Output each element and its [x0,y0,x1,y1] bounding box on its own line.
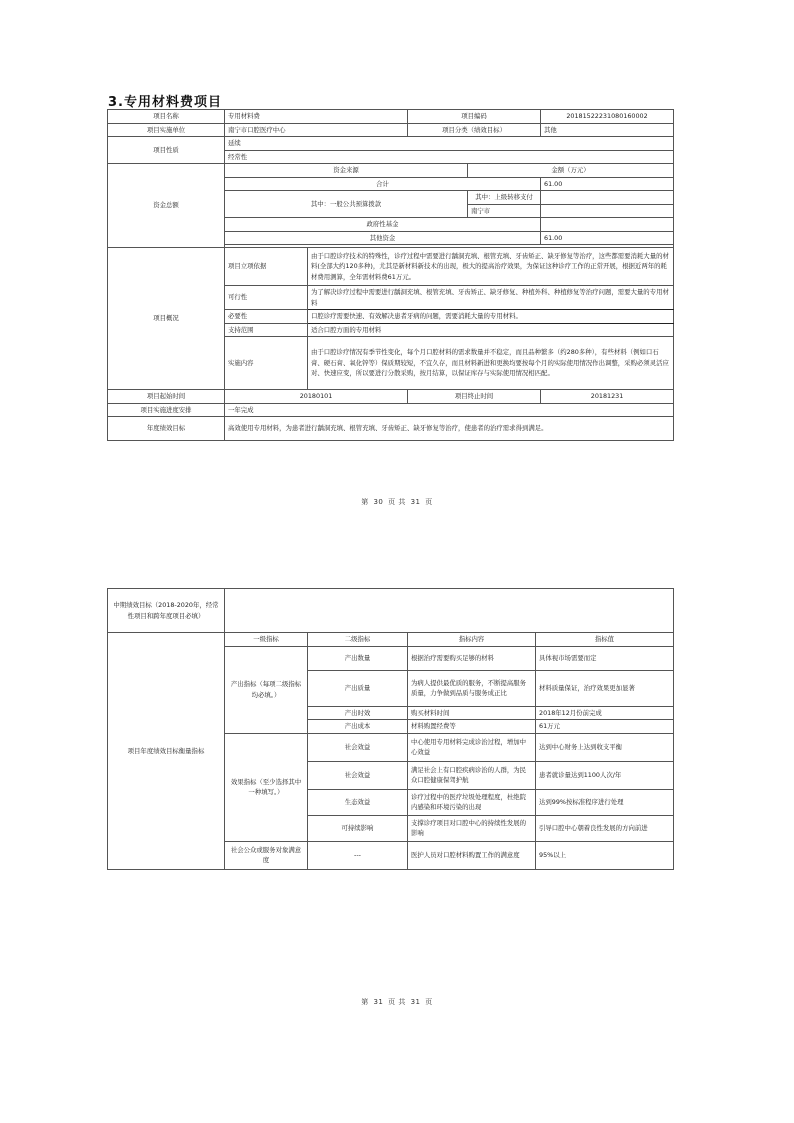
total-value: 61.00 [541,177,674,191]
amount-header: 金额（万元） [468,164,674,178]
performance-indicator-table [107,588,674,870]
satisfaction-l2: --- [308,841,408,869]
project-name: 专用材料费 [225,110,408,124]
footer-total: 31 [410,998,421,1006]
mid-goal-label: 中期绩效目标（2018-2020年，经常性项目和跨年度项目必填） [108,589,225,633]
total-label: 合计 [225,177,541,191]
effect-value: 达到99%按标准程序进行处理 [536,789,674,815]
page-footer-31 [0,997,794,1007]
satisfaction-value: 95%以上 [536,841,674,869]
output-content: 为病人提供最优质的服务，不断提高服务质量，力争做到品质与服务成正比 [408,670,536,706]
general-budget-label: 其中：一般公共预算拨款 [225,191,468,218]
annual-goal-label: 年度绩效目标 [108,417,225,441]
scope-text: 适合口腔方面的专用材料 [308,323,674,337]
feasibility-text: 为了解决诊疗过程中需要进行龋洞充填、根管充填、牙齿矫正、缺牙修复、种植外科、种植修复等治疗问题，需要大量的专用材料 [308,286,674,310]
schedule-label: 项目实施进度安排 [108,403,225,417]
basis-text: 由于口腔诊疗技术的特殊性，诊疗过程中需要进行龋洞充填、根管充填、牙齿矫正、缺牙修复等治疗，这些都需要消耗大量的材料(全部大约120多种)，尤其是新材料新技术的出现，极大的提高治疗效果，为保证这种诊疗工作的正常开展，根据近两年的耗材费用测算，全年需材料费61万元。 [308,248,674,286]
output-value: 61万元 [536,720,674,734]
end-value: 20181231 [541,390,674,404]
superior-transfer-value [541,191,674,205]
gov-fund-label: 政府性基金 [225,218,541,232]
funds-label: 资金总额 [108,164,225,248]
footer-suffix: 页 [425,498,433,506]
footer-suffix: 页 [425,998,433,1006]
footer-page: 30 [373,498,384,506]
output-content: 购买材料时间 [408,706,536,720]
header-level1: 一级指标 [225,633,308,647]
nature-2: 经常性 [225,150,674,164]
section-title: 3.专用材料费项目 [108,95,222,110]
effect-l2: 生态效益 [308,789,408,815]
project-name-label: 项目名称 [108,110,225,124]
footer-prefix: 第 [361,498,369,506]
output-l2: 产出时效 [308,706,408,720]
footer-total: 31 [410,498,421,506]
nanning-label: 南宁市 [468,204,541,218]
basis-label: 项目立项依据 [225,248,308,286]
header-content: 指标内容 [408,633,536,647]
content-label: 实施内容 [225,337,308,390]
output-content: 材料购置经费等 [408,720,536,734]
nature-1: 延续 [225,137,674,151]
output-content: 根据治疗需要购买足够的材料 [408,646,536,670]
satisfaction-content: 医护人员对口腔材料购置工作的满意度 [408,841,536,869]
project-code-label: 项目编码 [408,110,541,124]
output-l2: 产出成本 [308,720,408,734]
scope-label: 支持范围 [225,323,308,337]
footer-mid: 页 共 [388,498,406,506]
project-code: 20181522231080160002 [541,110,674,124]
content-text: 由于口腔诊疗情况有季节性变化，每个月口腔材料的需求数量并不稳定，而且品种繁多（约280多种），有些材料（例如口石膏、硬石膏、氧化锌等）保质期较短，不宜久存，而且材料新进和更换均要按每个月的实际使用情况作出调整，采购必须灵活应对、快速应变，所以要进行分散采购，按月结算，以保证库存与实际使用情况相匹配。 [308,337,674,390]
output-l2: 产出质量 [308,670,408,706]
end-label: 项目终止时间 [408,390,541,404]
effect-l2: 可持续影响 [308,815,408,841]
other-funds-label: 其他资金 [225,231,541,245]
effect-l2: 社会效益 [308,733,408,761]
nature-label: 项目性质 [108,137,225,164]
mid-goal-value [225,589,674,633]
start-label: 项目起始时间 [108,390,225,404]
effect-content: 诊疗过程中的医疗垃圾处理程度，杜绝院内感染和环境污染的出现 [408,789,536,815]
fund-source-header: 资金来源 [225,164,468,178]
header-value: 指标值 [536,633,674,647]
output-value: 材料质量保证，治疗效果更加显著 [536,670,674,706]
effect-content: 满足社会上有口腔疾病诊治的人群，为民众口腔健康保驾护航 [408,761,536,789]
unit-label: 项目实施单位 [108,123,225,137]
effect-content: 支撑诊疗项目对口腔中心的持续性发展的影响 [408,815,536,841]
output-value: 2018年12月份前完成 [536,706,674,720]
footer-page: 31 [373,998,384,1006]
output-l2: 产出数量 [308,646,408,670]
output-value: 具体视市场需要而定 [536,646,674,670]
start-value: 20180101 [225,390,408,404]
annual-indicator-label: 项目年度绩效目标衡量指标 [108,633,225,870]
schedule-value: 一年完成 [225,403,674,417]
satisfaction-label: 社会公众或服务对象满意度 [225,841,308,869]
project-info-table [107,109,674,441]
page-footer-30 [0,497,794,507]
nanning-value [541,204,674,218]
footer-prefix: 第 [361,998,369,1006]
superior-transfer-label: 其中：上级转移支付 [468,191,541,205]
category: 其他 [541,123,674,137]
overview-label: 项目概况 [108,248,225,390]
annual-goal-value: 高效使用专用材料，为患者进行龋洞充填、根管充填、牙齿矫正、缺牙修复等治疗，使患者的治疗需求得到满足。 [225,417,674,441]
effect-indicator-label: 效果指标（至少选择其中一种填写。） [225,733,308,841]
effect-value: 引导口腔中心朝着良性发展的方向前进 [536,815,674,841]
unit: 南宁市口腔医疗中心 [225,123,408,137]
effect-value: 患者就诊量达到1100人次/年 [536,761,674,789]
effect-l2: 社会效益 [308,761,408,789]
feasibility-label: 可行性 [225,286,308,310]
necessity-label: 必要性 [225,310,308,324]
effect-value: 达到中心财务上达到收支平衡 [536,733,674,761]
output-indicator-label: 产出指标（每项二级指标均必填。） [225,646,308,733]
other-funds-value: 61.00 [541,231,674,245]
effect-content: 中心使用专用材料完成诊治过程，增加中心效益 [408,733,536,761]
gov-fund-value [541,218,674,232]
header-level2: 二级指标 [308,633,408,647]
necessity-text: 口腔诊疗需要快速、有效解决患者牙病的问题，需要消耗大量的专用材料。 [308,310,674,324]
footer-mid: 页 共 [388,998,406,1006]
category-label: 项目分类（绩效目标） [408,123,541,137]
